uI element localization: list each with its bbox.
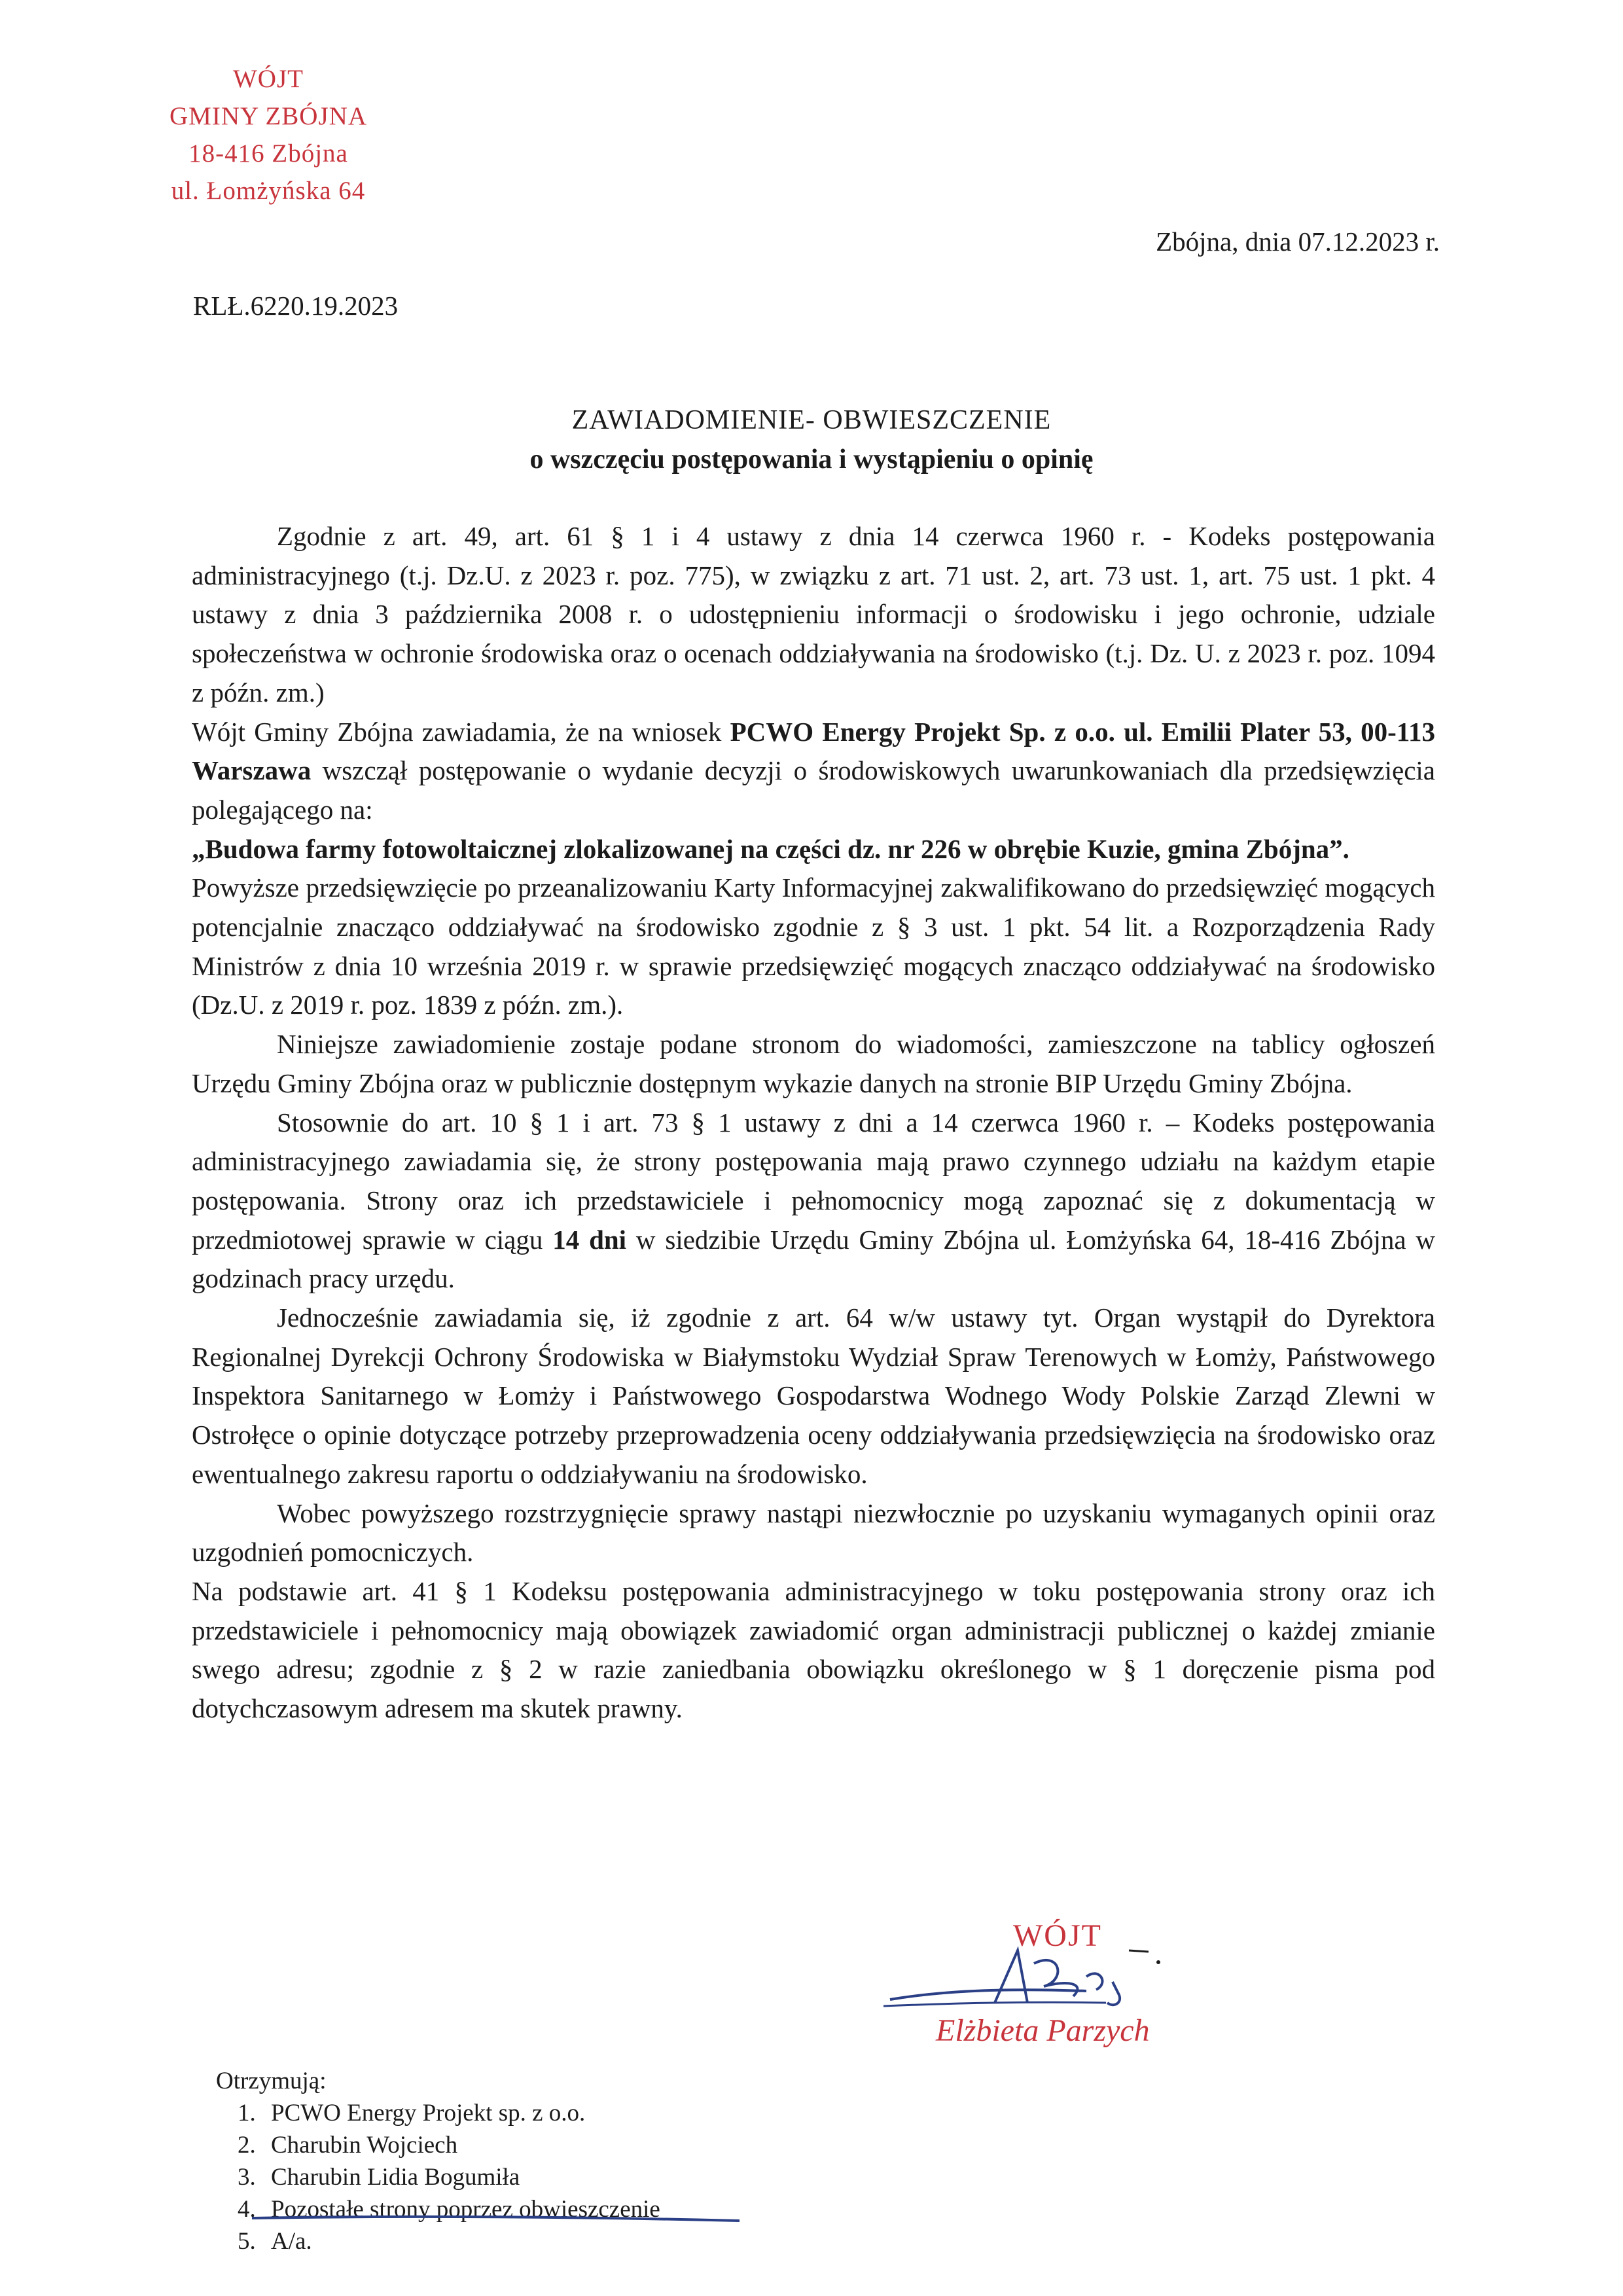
stamp-line-office: GMINY ZBÓJNA xyxy=(169,102,367,130)
stamp-line-postcode: 18-416 Zbójna xyxy=(188,139,348,168)
notice-continuation: wszczął postępowanie o wydanie decyzji o środowiskowych uwarunkowaniach dla przedsięwzięcia polegającego na: xyxy=(192,755,1435,825)
document-body xyxy=(192,517,1435,1729)
recipient-item: 3. Charubin Lidia Bogumiła xyxy=(262,2161,660,2193)
recipient-item: 2. Charubin Wojciech xyxy=(262,2129,660,2161)
case-reference: RLŁ.6220.19.2023 xyxy=(193,291,399,321)
notice-intro: Wójt Gminy Zbójna zawiadamia, że na wniosek xyxy=(192,716,730,747)
recipient-item: 1. PCWO Energy Projekt sp. z o.o. xyxy=(262,2097,660,2129)
deadline-days: 14 dni xyxy=(552,1224,627,1255)
document-date: Zbójna, dnia 07.12.2023 r. xyxy=(1156,226,1440,257)
office-stamp xyxy=(124,60,412,209)
signature-title: WÓJT xyxy=(1013,1918,1102,1953)
paragraph-qualification: Powyższe przedsięwzięcie po przeanalizowaniu Karty Informacyjnej zakwalifikowano do przedsięwzięć mogących potencjalnie znacząco oddziaływać na środowisko zgodnie z § 3 ust. 1 pkt. 54 lit. a Rozporządzenia Rady Ministrów z dnia 10 września 2019 r. w sprawie przedsięwzięć mogących znacząco oddziaływać na środowisko (Dz.U. z 2019 r. poz. 1839 z późn. zm.). xyxy=(192,872,1435,1020)
recipient-item: 5. A/a. xyxy=(262,2225,660,2257)
project-name: „Budowa farmy fotowoltaicznej zlokalizowanej na części dz. nr 226 w obrębie Kuzie, gmina Zbójna”. xyxy=(192,833,1349,864)
paragraph-party-rights xyxy=(192,1103,1435,1299)
stamp-line-street: ul. Łomżyńska 64 xyxy=(171,177,366,205)
paragraph-resolution: Wobec powyższego rozstrzygnięcie sprawy nastąpi niezwłocznie po uzyskaniu wymaganych opinii oraz uzgodnień pomocniczych. xyxy=(192,1498,1435,1568)
recipients-header: Otrzymują: xyxy=(216,2068,327,2094)
recipient-item: 4. Pozostałe strony poprzez obwieszczenie xyxy=(262,2193,660,2225)
paragraph-notice xyxy=(192,713,1435,830)
party-rights-text: Stosownie do art. 10 § 1 i art. 73 § 1 ustawy z dni a 14 czerwca 1960 r. – Kodeks postępowania administracyjnego zawiadamia się, że strony postępowania mają prawo czynnego udziału na każdym etapie postępowania. Strony oraz ich przedstawiciele i pełnomocnicy mogą zapoznać się z dokumentacją w przedmiotowej sprawie w ciągu xyxy=(192,1107,1435,1255)
document-title: ZAWIADOMIENIE- OBWIESZCZENIE xyxy=(571,405,1052,435)
paragraph-opinions: Jednocześnie zawiadamia się, iż zgodnie z art. 64 w/w ustawy tyt. Organ wystąpił do Dyrektora Regionalnej Dyrekcji Ochrony Środowiska w Białymstoku Wydział Spraw Terenowych w Łomży, Państwowego Inspektora Sanitarnego w Łomży i Państwowego Gospodarstwa Wodnego Wody Polskie Zarząd Zlewni w Ostrołęce o opinie dotyczące potrzeby przeprowadzenia oceny oddziaływania przedsięwzięcia na środowisko oraz ewentualnego zakresu raportu o oddziaływaniu na środowisko. xyxy=(192,1302,1435,1489)
handwritten-underline xyxy=(249,2213,746,2226)
recipients-list xyxy=(216,2065,660,2257)
signatory-name: Elżbieta Parzych xyxy=(936,2013,1150,2048)
signature-block xyxy=(870,1905,1211,2055)
paragraph-publication: Niniejsze zawiadomienie zostaje podane stronom do wiadomości, zamieszczone na tablicy ogłoszeń Urzędu Gminy Zbójna oraz w publicznie dostępnym wykazie danych na stronie BIP Urzędu Gminy Zbójna. xyxy=(192,1029,1435,1098)
paragraph-address-change: Na podstawie art. 41 § 1 Kodeksu postępowania administracyjnego w toku postępowania strony oraz ich przedstawiciele i pełnomocnicy mają obowiązek zawiadomić organ administracji publicznej o każdej zmianie swego adresu; zgodnie z § 2 w razie zaniedbania obowiązku określonego w § 1 doręczenie pisma pod dotychczasowym adresem ma skutek prawny. xyxy=(192,1575,1435,1724)
paragraph-legal-basis: Zgodnie z art. 49, art. 61 § 1 i 4 ustawy z dnia 14 czerwca 1960 r. - Kodeks postępowania administracyjnego (t.j. Dz.U. z 2023 r. poz. 775), w związku z art. 71 ust. 2, art. 73 ust. 1, art. 75 ust. 1 pkt. 4 ustawy z dnia 3 października 2008 r. o udostępnieniu informacji o środowisku i jego ochronie, udziale społeczeństwa w ochronie środowiska oraz o ocenach oddziaływania na środowisko (t.j. Dz. U. z 2023 r. poz. 1094 z późn. zm.) xyxy=(192,521,1435,708)
party-rights-location: w siedzibie Urzędu Gminy Zbójna ul. Łomżyńska 64, 18-416 Zbójna w godzinach pracy urzędu. xyxy=(192,1224,1435,1294)
stamp-line-title: WÓJT xyxy=(233,65,304,93)
document-subtitle: o wszczęciu postępowania i wystąpieniu o opinię xyxy=(529,444,1094,475)
applicant-name: PCWO Energy Projekt Sp. z o.o. ul. Emilii Plater 53, 00-113 Warszawa xyxy=(192,716,1435,786)
recipients-items xyxy=(216,2097,660,2257)
